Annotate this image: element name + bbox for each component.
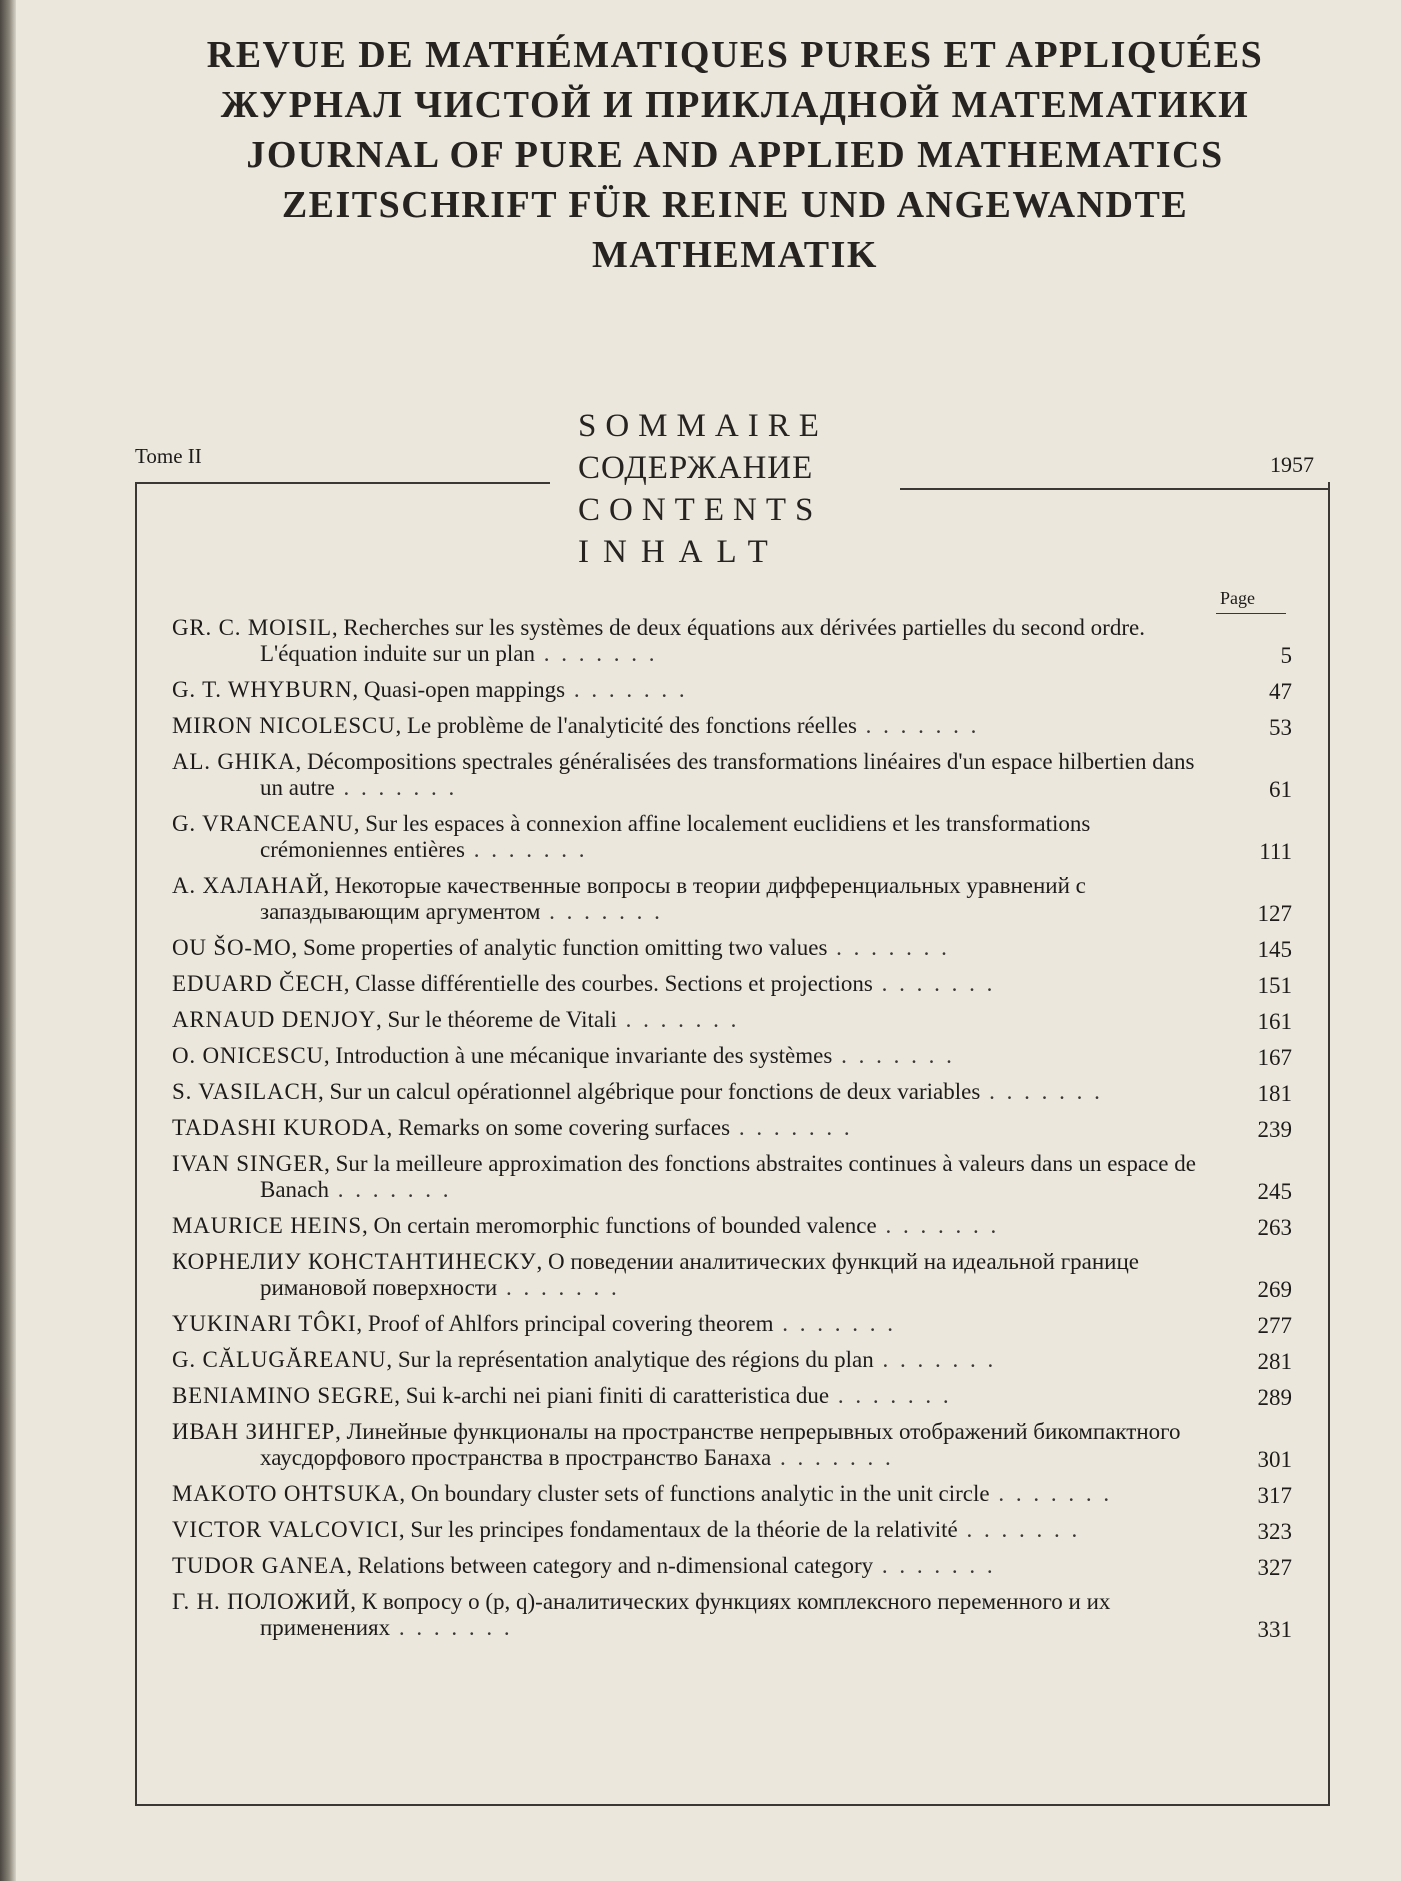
toc-separator: , — [323, 1043, 336, 1068]
toc-entry-text — [172, 1213, 1220, 1239]
toc-separator: , — [375, 1007, 388, 1032]
dot-leader: . . . . . . . — [565, 677, 688, 702]
toc-entry-text — [172, 1517, 1220, 1543]
toc-author: O. ONICESCU — [172, 1043, 324, 1068]
toc-separator: , — [343, 971, 356, 996]
toc-title: Sur le théoreme de Vitali — [387, 1007, 617, 1032]
heading-soderzhanie: СОДЕРЖАНИЕ — [578, 450, 814, 486]
toc-entry — [172, 971, 1300, 997]
dot-leader: . . . . . . . — [771, 1445, 894, 1470]
toc-page-number: 145 — [1257, 937, 1292, 962]
toc-entry — [172, 1079, 1300, 1105]
dot-leader: . . . . . . . — [832, 1043, 955, 1068]
dot-leader: . . . . . . . — [730, 1115, 853, 1140]
toc-author: Г. Н. ПОЛОЖИЙ — [172, 1589, 351, 1614]
toc-title: Décompositions spectrales généralisées des transformations linéaires d'un espace hilbertien dans un autre — [260, 749, 1195, 800]
toc-page-number: 331 — [1257, 1617, 1292, 1642]
toc-entry-text — [172, 1115, 1220, 1141]
dot-leader: . . . . . . . — [989, 1481, 1113, 1506]
toc-page-number: 5 — [1280, 643, 1292, 668]
toc-page-number: 181 — [1257, 1081, 1292, 1106]
toc-entry — [172, 1213, 1300, 1239]
toc-entry-text — [172, 971, 1220, 997]
toc-entry-text — [172, 1079, 1220, 1105]
dot-leader: . . . . . . . — [827, 935, 950, 960]
journal-title-russian: ЖУРНАЛ ЧИСТОЙ И ПРИКЛАДНОЙ МАТЕМАТИКИ — [220, 84, 1250, 126]
toc-author: G. T. WHYBURN — [172, 677, 353, 702]
dot-leader: . . . . . . . — [390, 1615, 513, 1640]
year-label: 1957 — [1270, 452, 1314, 477]
frame-top-rule-left — [135, 482, 550, 484]
toc-author: VICTOR VALCOVICI — [172, 1517, 399, 1542]
dot-leader: . . . . . . . — [876, 1213, 1000, 1238]
toc-page-number: 61 — [1269, 777, 1292, 802]
journal-title-english: JOURNAL OF PURE AND APPLIED MATHEMATICS — [246, 134, 1224, 176]
toc-separator: , — [356, 1311, 368, 1336]
toc-entry-text — [172, 1553, 1220, 1579]
toc-entry — [172, 1481, 1300, 1507]
toc-page-number: 269 — [1257, 1277, 1292, 1302]
toc-author: TADASHI KURODA — [172, 1115, 387, 1140]
dot-leader: . . . . . . . — [829, 1383, 952, 1408]
toc-author: G. VRANCEANU — [172, 811, 354, 836]
toc-author: S. VASILACH — [172, 1079, 318, 1104]
toc-entry-text — [172, 1311, 1220, 1337]
toc-author: ИВАН ЗИНГЕР — [172, 1419, 336, 1444]
toc-title: Recherches sur les systèmes de deux équations aux dérivées partielles du second ordre. L'équation induite sur un plan — [260, 615, 1145, 666]
dot-leader: . . . . . . . — [957, 1517, 1081, 1542]
toc-title: Some properties of analytic function omitting two values — [303, 935, 828, 960]
toc-entry — [172, 677, 1300, 703]
toc-title: Линейные функционалы на пространстве непрерывных отображений бикомпактного хаусдорфового пространства в пространство Банаха — [260, 1419, 1181, 1470]
toc-separator: , — [318, 1079, 330, 1104]
toc-entry-text — [172, 1007, 1220, 1033]
toc-entry — [172, 1383, 1300, 1409]
toc-separator: , — [536, 1249, 548, 1274]
dot-leader: . . . . . . . — [328, 1177, 452, 1202]
toc-author: TUDOR GANEA — [172, 1553, 347, 1578]
toc-author: MAURICE HEINS — [172, 1213, 362, 1238]
toc-entry — [172, 713, 1300, 739]
dot-leader: . . . . . . . — [540, 899, 663, 924]
toc-separator: , — [350, 1589, 362, 1614]
toc-page-number: 317 — [1257, 1483, 1292, 1508]
dot-leader: . . . . . . . — [334, 775, 458, 800]
toc-entry-text — [172, 935, 1220, 961]
toc-page-number: 239 — [1257, 1117, 1292, 1142]
page-column-label: Page — [1220, 588, 1255, 608]
toc-entry-text — [172, 811, 1220, 863]
toc-page-number: 263 — [1257, 1215, 1292, 1240]
toc-separator: , — [399, 1481, 411, 1506]
toc-separator: , — [331, 615, 344, 640]
toc-entry — [172, 1553, 1300, 1579]
toc-title: Quasi-open mappings — [363, 677, 566, 702]
dot-leader: . . . . . . . — [465, 837, 588, 862]
toc-page-number: 289 — [1257, 1385, 1292, 1410]
toc-page-number: 277 — [1257, 1313, 1292, 1338]
toc-entry-text — [172, 1347, 1220, 1373]
table-of-contents — [172, 615, 1300, 1651]
toc-author: MAKOTO OHTSUKA — [172, 1481, 400, 1506]
toc-separator: , — [295, 749, 307, 774]
toc-title: Introduction à une mécanique invariante des systèmes — [335, 1043, 833, 1068]
toc-separator: , — [361, 1213, 374, 1238]
dot-leader: . . . . . . . — [980, 1079, 1103, 1104]
toc-separator: , — [386, 1115, 398, 1140]
dot-leader: . . . . . . . — [873, 1347, 997, 1372]
page-binding-edge — [0, 0, 16, 1881]
toc-title: On boundary cluster sets of functions analytic in the unit circle — [410, 1481, 990, 1506]
toc-entry — [172, 1517, 1300, 1543]
toc-entry — [172, 1043, 1300, 1069]
toc-entry-text — [172, 615, 1220, 667]
toc-page-number: 245 — [1257, 1179, 1292, 1204]
toc-entry-text — [172, 873, 1220, 925]
toc-entry — [172, 1007, 1300, 1033]
toc-entry — [172, 1151, 1300, 1203]
dot-leader: . . . . . . . — [497, 1275, 620, 1300]
toc-author: GR. C. MOISIL — [172, 615, 332, 640]
toc-entry-text — [172, 1383, 1220, 1409]
toc-entry-text — [172, 677, 1220, 703]
toc-entry-text — [172, 1249, 1220, 1301]
dot-leader: . . . . . . . — [872, 971, 996, 996]
toc-author: EDUARD ČECH — [172, 971, 344, 996]
toc-entry — [172, 615, 1300, 667]
toc-author: BENIAMINO SEGRE — [172, 1383, 395, 1408]
toc-title: Sur les principes fondamentaux de la théorie de la relativité — [410, 1517, 958, 1542]
toc-title: Sur les espaces à connexion affine localement euclidiens et les transformations crémoniennes entières — [260, 811, 1091, 862]
toc-title: Classe différentielle des courbes. Sections et projections — [355, 971, 873, 996]
toc-separator: , — [395, 713, 407, 738]
toc-entry — [172, 1419, 1300, 1471]
toc-author: IVAN SINGER — [172, 1151, 325, 1176]
toc-page-number: 327 — [1257, 1555, 1292, 1580]
toc-page-number: 301 — [1257, 1447, 1292, 1472]
toc-title: Sur la représentation analytique des régions du plan — [397, 1347, 874, 1372]
volume-label: Tome II — [135, 444, 202, 468]
toc-page-number: 323 — [1257, 1519, 1292, 1544]
toc-page-number: 281 — [1257, 1349, 1292, 1374]
toc-entry-text — [172, 713, 1220, 739]
toc-title: Sui k-archi nei piani finiti di caratteristica due — [405, 1383, 830, 1408]
toc-title: К вопросу о (p, q)-аналитических функциях комплексного переменного и их применениях — [260, 1589, 1111, 1640]
toc-separator: , — [291, 935, 303, 960]
toc-entry-text — [172, 1589, 1220, 1641]
journal-title-german-cont: MATHEMATIK — [592, 234, 878, 276]
toc-separator: , — [394, 1383, 406, 1408]
toc-author: OU ŠO-MO — [172, 935, 292, 960]
toc-title: О поведении аналитических функций на идеальной границе римановой поверхности — [260, 1249, 1139, 1300]
toc-title: Proof of Ahlfors principal covering theorem — [367, 1311, 774, 1336]
toc-author: G. CĂLUGĂREANU — [172, 1347, 387, 1372]
toc-entry-text — [172, 749, 1220, 801]
toc-entry — [172, 1115, 1300, 1141]
toc-page-number: 47 — [1269, 679, 1292, 704]
toc-page-number: 111 — [1259, 839, 1292, 864]
frame-top-rule-right — [900, 488, 1328, 490]
toc-separator: , — [353, 811, 366, 836]
heading-sommaire: SOMMAIRE — [578, 408, 828, 444]
toc-author: MIRON NICOLESCU — [172, 713, 396, 738]
toc-entry — [172, 1347, 1300, 1373]
dot-leader: . . . . . . . — [773, 1311, 896, 1336]
page-column-rule — [1216, 613, 1286, 614]
toc-entry — [172, 873, 1300, 925]
toc-separator: , — [398, 1517, 411, 1542]
toc-entry — [172, 749, 1300, 801]
journal-title-french: REVUE DE MATHÉMATIQUES PURES ET APPLIQUÉES — [206, 34, 1264, 76]
toc-page-number: 53 — [1269, 715, 1292, 740]
journal-title-german: ZEITSCHRIFT FÜR REINE UND ANGEWANDTE — [281, 184, 1189, 226]
toc-separator: , — [323, 873, 335, 898]
toc-separator: , — [335, 1419, 347, 1444]
toc-entry — [172, 935, 1300, 961]
toc-separator: , — [324, 1151, 336, 1176]
dot-leader: . . . . . . . — [616, 1007, 740, 1032]
toc-author: КОРНЕЛИУ КОНСТАНТИНЕСКУ — [172, 1249, 537, 1274]
toc-entry-text — [172, 1043, 1220, 1069]
toc-page-number: 127 — [1257, 901, 1292, 926]
toc-author: AL. GHIKA — [172, 749, 296, 774]
toc-entry — [172, 1589, 1300, 1641]
toc-separator: , — [346, 1553, 358, 1578]
toc-entry-text — [172, 1481, 1220, 1507]
heading-inhalt: INHALT — [578, 534, 782, 570]
dot-leader: . . . . . . . — [534, 641, 658, 666]
toc-page-number: 167 — [1257, 1045, 1292, 1070]
toc-author: А. ХАЛАНАЙ — [172, 873, 324, 898]
toc-title: Le problème de l'analyticité des fonctions réelles — [406, 713, 857, 738]
dot-leader: . . . . . . . — [873, 1553, 996, 1578]
toc-page-number: 161 — [1257, 1009, 1292, 1034]
toc-title: Некоторые качественные вопросы в теории дифференциальных уравнений с запаздывающим аргументом — [260, 873, 1086, 924]
toc-entry — [172, 1311, 1300, 1337]
heading-contents: CONTENTS — [578, 492, 823, 528]
toc-author: YUKINARI TÔKI — [172, 1311, 357, 1336]
toc-entry — [172, 811, 1300, 863]
toc-author: ARNAUD DENJOY — [172, 1007, 376, 1032]
dot-leader: . . . . . . . — [856, 713, 980, 738]
toc-title: Relations between category and n-dimensional category — [357, 1553, 874, 1578]
toc-title: Sur un calcul opérationnel algébrique pour fonctions de deux variables — [329, 1079, 981, 1104]
toc-entry-text — [172, 1419, 1220, 1471]
toc-title: Remarks on some covering surfaces — [397, 1115, 731, 1140]
toc-title: On certain meromorphic functions of bounded valence — [373, 1213, 877, 1238]
journal-title-block — [130, 30, 1340, 280]
toc-entry-text — [172, 1151, 1220, 1203]
toc-entry — [172, 1249, 1300, 1301]
toc-separator: , — [386, 1347, 398, 1372]
toc-title: Sur la meilleure approximation des fonctions abstraites continues à valeurs dans un espace de Banach — [260, 1151, 1196, 1202]
toc-separator: , — [352, 677, 364, 702]
toc-page-number: 151 — [1257, 973, 1292, 998]
